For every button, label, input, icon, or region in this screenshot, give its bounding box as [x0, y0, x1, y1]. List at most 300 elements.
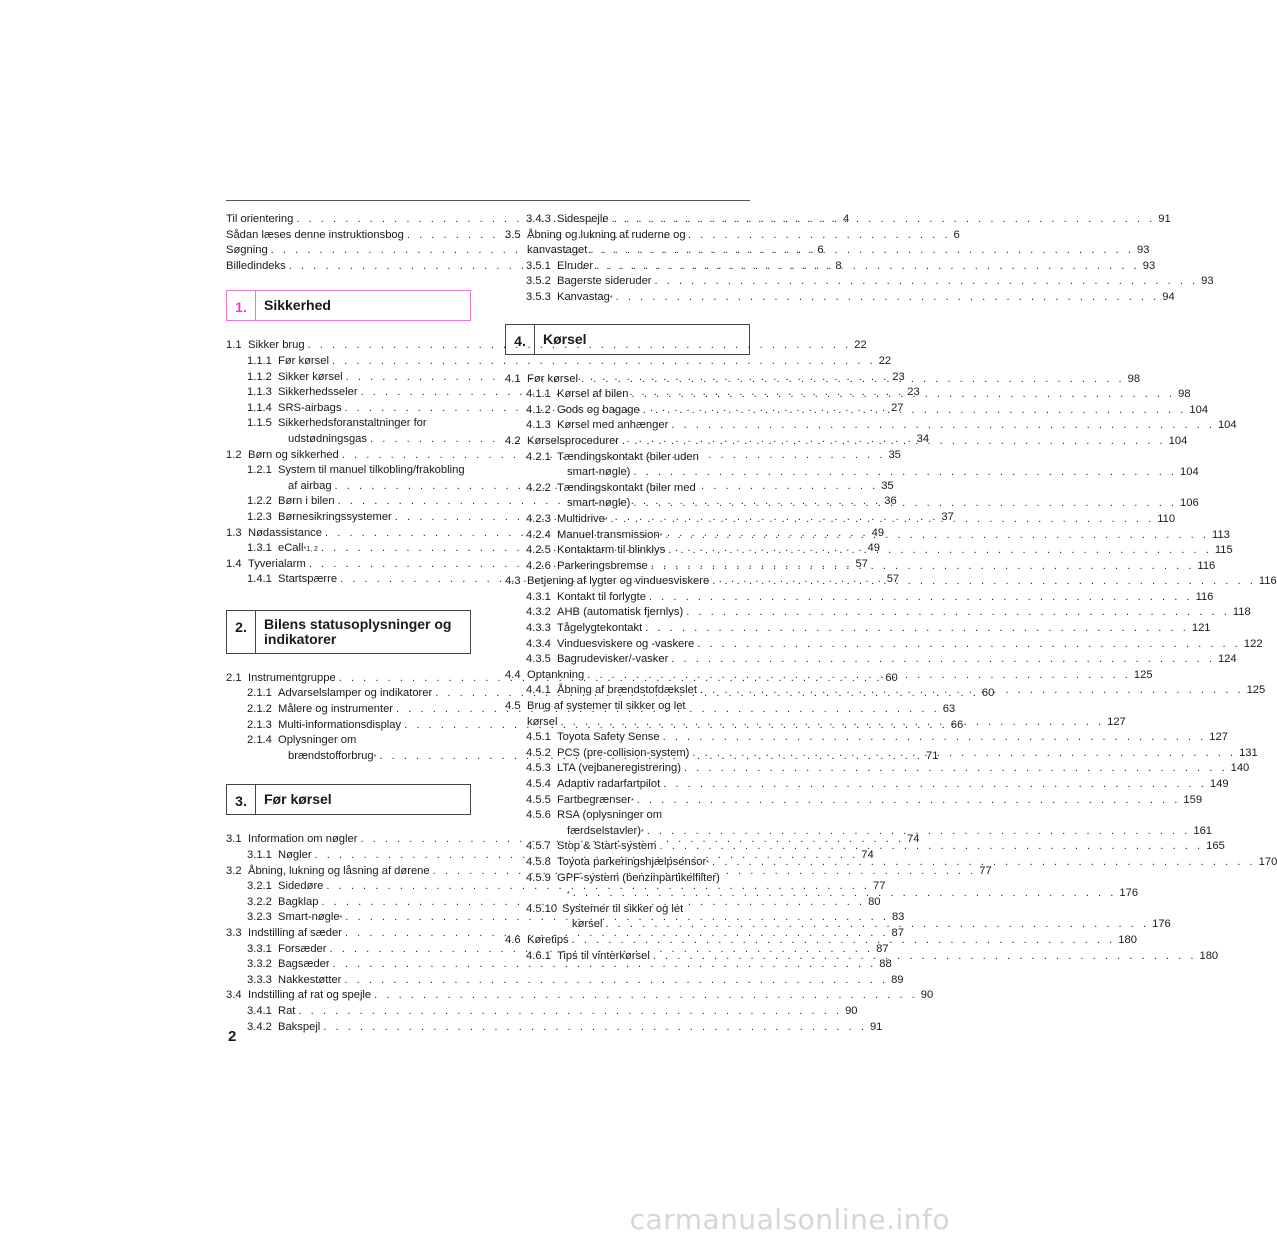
entry-line-2 — [505, 465, 1199, 481]
entry-line: 1.3.1 eCall *1, 2 . . . 49 — [226, 541, 471, 557]
entry-title: Elruder — [557, 259, 594, 272]
entry-page: 104 — [1217, 419, 1237, 432]
entry-page: 170 — [1258, 855, 1277, 868]
leader-dots — [659, 839, 1203, 855]
entry-number: 1.4.1 — [247, 573, 272, 586]
entry-number: 4.3.2 — [526, 606, 551, 619]
entry-title: Kørsel af bilen — [557, 388, 629, 401]
entry-title: Tågelygtekontakt — [557, 622, 643, 635]
entry-title: Toyota parkeringshjælpsensor — [557, 855, 707, 868]
entry-line-1 — [505, 871, 750, 887]
entry-title: Startspærre — [278, 573, 338, 586]
entry-number: 3.5.1 — [526, 259, 551, 272]
entry-title: Åbning, lukning og låsning af dørene — [248, 864, 430, 877]
entry-line — [505, 637, 1263, 653]
entry-title: Billedindeks — [226, 259, 286, 272]
toc-entry[interactable] — [226, 354, 892, 370]
entry-title: LTA (vejbaneregistrering) — [557, 762, 681, 775]
entry-page: 71 — [926, 749, 939, 762]
entry-page: 63 — [942, 703, 956, 716]
entry-number: 3.2.2 — [247, 895, 272, 908]
entry-number: 4.1.3 — [526, 419, 551, 432]
entry-line-1 — [505, 808, 750, 824]
entry-number: 1.1.2 — [247, 370, 272, 383]
entry-line: 4.5.8 Toyota parkeringshjælpsensor * . . . 170 — [505, 855, 750, 871]
entry-number: 4.3.1 — [526, 590, 551, 603]
entry-line-2: brændstofforbrug * . . . 71 — [226, 749, 471, 765]
entry-number: 4.2 — [505, 434, 521, 447]
entry-page: 60 — [885, 671, 898, 684]
entry-page: 87 — [891, 927, 904, 939]
entry-title: Bagklap — [278, 895, 319, 908]
entry-number: 4.5.10 — [526, 902, 558, 915]
entry-title: Tændingskontakt (biler uden — [557, 450, 699, 463]
entry-page: 93 — [1136, 244, 1150, 257]
leader-dots — [663, 777, 1207, 793]
entry-title: Tyverialarm — [248, 557, 306, 570]
entry-number: 3.2.3 — [247, 911, 272, 924]
entry-page: 116 — [1195, 590, 1214, 603]
entry-title: Sikker brug — [248, 339, 305, 352]
entry-number: 1.2.1 — [247, 464, 272, 477]
toc-entry[interactable] — [505, 793, 1203, 809]
entry-line-1 — [226, 733, 471, 749]
leader-dots — [633, 496, 1177, 512]
entry-title: Multidrive — [557, 512, 605, 525]
entry-page: 36 — [884, 495, 897, 508]
entry-number: 3.5 — [505, 228, 521, 241]
entry-title: Information om nøgler — [248, 833, 358, 846]
entry-number: 4.2.4 — [526, 528, 551, 541]
entry-page: 22 — [854, 339, 867, 352]
entry-page: 8 — [835, 259, 842, 272]
entry-title: Stop & Start-system — [557, 840, 657, 853]
entry-title: Indstilling af sæder — [248, 927, 342, 939]
entry-page: 57 — [886, 573, 900, 586]
entry-page: 98 — [1127, 372, 1141, 385]
leader-dots — [653, 949, 1197, 965]
leader-dots — [686, 605, 1230, 621]
entry-page: 6 — [817, 244, 824, 257]
entry-title: Systemer til sikker og let — [562, 902, 684, 915]
section-title-line-2: indikatorer — [264, 630, 337, 647]
entry-number: 4.1.1 — [526, 388, 551, 401]
toc-entry[interactable] — [505, 228, 1150, 259]
entry-number: 2.1.3 — [247, 718, 272, 731]
toc-entry[interactable] — [505, 605, 1251, 621]
entry-number: 4.3.4 — [526, 637, 551, 650]
entry-page: 106 — [1180, 497, 1199, 510]
entry-line — [505, 418, 1237, 434]
entry-title-continued: færdselstavler) — [567, 824, 641, 837]
entry-number: 2.1.2 — [247, 703, 272, 716]
entry-title: Sidespejle — [557, 213, 609, 225]
entry-line — [505, 761, 1250, 777]
entry-number: 4.2.3 — [526, 512, 551, 525]
leader-dots — [645, 621, 1189, 637]
leader-dots — [663, 730, 1207, 746]
entry-number: 4.3.5 — [526, 653, 551, 666]
entry-title: Manuel transmission — [557, 528, 660, 541]
page-number: 2 — [228, 1028, 237, 1045]
entry-title: Til orientering — [226, 213, 294, 225]
entry-title-continued: brændstofforbrug — [288, 749, 374, 762]
toc-entry[interactable] — [505, 621, 1211, 637]
entry-title: Åbning og lukning af ruderne og — [527, 228, 686, 241]
entry-title: Kørsel med anhænger — [557, 419, 669, 432]
entry-title-continued: kanvastaget — [527, 244, 588, 257]
entry-title: Advarselslamper og indikatorer — [278, 687, 433, 700]
entry-page: 116 — [1258, 575, 1277, 588]
entry-page: 87 — [876, 942, 889, 955]
leader-dots — [587, 668, 1131, 684]
entry-number: 3.4 — [226, 989, 242, 1002]
entry-number: 4.5 — [505, 700, 521, 713]
section-number: 4. — [506, 325, 535, 354]
section-title — [256, 611, 459, 653]
entry-number: 3.3.2 — [247, 958, 272, 971]
entry-title: Sikkerhedsforanstaltninger for — [278, 417, 427, 430]
entry-number: 1.4 — [226, 557, 242, 570]
entry-number: 4.6 — [505, 933, 521, 946]
entry-page: 23 — [907, 386, 920, 399]
entry-title: Smart-nøgle — [278, 911, 340, 924]
toc-entry[interactable] — [505, 274, 1214, 290]
entry-number: 3.2.1 — [247, 880, 272, 893]
entry-number: 4.5.7 — [526, 840, 551, 853]
entry-number: 4.5.5 — [526, 793, 551, 806]
leader-dots — [612, 212, 1156, 228]
entry-number: 4.2.2 — [526, 481, 551, 494]
entry-page: 125 — [1246, 684, 1266, 697]
leader-dots — [633, 465, 1177, 481]
entry-page: 180 — [1199, 949, 1219, 962]
entry-line — [505, 652, 1237, 668]
entry-page: 159 — [1183, 793, 1203, 806]
entry-page: 127 — [1107, 715, 1126, 728]
entry-page: 104 — [1180, 466, 1199, 479]
leader-dots — [684, 761, 1228, 777]
entry-line — [226, 1020, 883, 1036]
entry-title: Bagsæder — [278, 958, 330, 971]
entry-number: 3.4.2 — [247, 1020, 272, 1033]
toc-entry[interactable] — [226, 1020, 883, 1036]
leader-dots — [622, 434, 1166, 450]
leader-dots — [298, 1004, 842, 1020]
entry-number: 3.1.1 — [247, 849, 272, 862]
entry-title: Bakspejl — [278, 1020, 321, 1033]
entry-page: 121 — [1191, 622, 1211, 635]
entry-number: 1.3.1 — [247, 542, 272, 555]
entry-number: 4.5.6 — [526, 809, 551, 822]
leader-dots — [581, 372, 1125, 388]
entry-page: 37 — [941, 510, 954, 523]
entry-page: 91 — [1158, 213, 1171, 225]
entry-page: 113 — [1211, 528, 1230, 541]
entry-line: 4.2.4 Manuel transmission * . . . 113 — [505, 528, 750, 544]
section-number: 2. — [227, 611, 256, 653]
entry-page: 74 — [861, 849, 874, 862]
entry-title: Tændingskontakt (biler med — [557, 481, 696, 494]
leader-dots — [596, 259, 1140, 275]
entry-number: 4.2.1 — [526, 450, 551, 463]
entry-page: 80 — [868, 895, 881, 908]
entry-number: 4.3 — [505, 575, 521, 588]
entry-number: 4.6.1 — [526, 949, 551, 962]
entry-line — [226, 354, 892, 370]
section-title: Før kørsel — [264, 791, 332, 808]
entry-number: 2.1.4 — [247, 734, 272, 747]
entry-title-continued: udstødningsgas — [288, 432, 367, 445]
entry-line-2: færdselstavler) * . . . 161 — [505, 824, 750, 840]
entry-page: 104 — [1168, 434, 1188, 447]
leader-dots — [712, 574, 1256, 590]
entry-line: 4.5.5 Fartbegrænser * . . . 159 — [505, 793, 750, 809]
leader-dots — [671, 418, 1215, 434]
entry-number: 1.1.3 — [247, 386, 272, 399]
entry-title-continued: smart-nøgle) — [567, 497, 631, 510]
entry-page: 116 — [1197, 559, 1216, 572]
leader-dots — [655, 274, 1199, 290]
entry-number: 1.2.2 — [247, 495, 272, 508]
entry-number: 1.2.3 — [247, 510, 272, 523]
entry-title: Betjening af lygter og vinduesviskere — [527, 575, 710, 588]
toc-entry[interactable] — [505, 761, 1250, 777]
entry-title: Optankning — [527, 668, 585, 681]
entry-title: Sikkerhedsseler — [278, 386, 358, 399]
entry-number: 2.1.1 — [247, 687, 272, 700]
entry-page: 93 — [1142, 259, 1156, 272]
leader-dots — [344, 973, 888, 989]
entry-line-1 — [505, 450, 750, 466]
entry-line — [226, 973, 904, 989]
entry-title: Adaptiv radarfartpilot — [557, 778, 661, 790]
leader-dots — [632, 387, 1176, 403]
entry-page: 83 — [891, 911, 905, 924]
leader-dots — [560, 715, 1104, 731]
entry-title: Oplysninger om — [278, 734, 357, 747]
entry-number: 3.5.3 — [526, 290, 551, 303]
entry-line-1 — [505, 699, 750, 715]
entry-number: 3.3.1 — [247, 942, 272, 955]
entry-number: 4.5.3 — [526, 762, 551, 775]
entry-page: 34 — [916, 432, 930, 445]
entry-title: Gods og bagage — [557, 403, 640, 416]
entry-number: 4.2.6 — [526, 559, 551, 572]
entry-page: 22 — [878, 354, 892, 367]
entry-title: Fartbegrænser — [557, 793, 631, 806]
entry-title-continued: kørsel — [527, 715, 558, 728]
entry-title-continued: af airbag — [288, 479, 332, 492]
leader-dots — [665, 528, 1209, 544]
entry-number: 3.4.3 — [526, 213, 551, 225]
entry-page: 98 — [1178, 388, 1191, 401]
toc-entry[interactable] — [505, 259, 1156, 275]
section-title: Kørsel — [543, 330, 587, 347]
leader-dots — [697, 637, 1241, 653]
entry-title: Børnesikringssystemer — [278, 510, 392, 523]
leader-dots — [671, 652, 1215, 668]
entry-title: Målere og instrumenter — [278, 703, 394, 716]
entry-line — [226, 1004, 858, 1020]
entry-page: 49 — [867, 542, 880, 555]
entry-page: 149 — [1209, 778, 1229, 790]
entry-title: Kørselsprocedurer — [527, 434, 620, 447]
leader-dots — [643, 403, 1187, 419]
entry-title: Nakkestøtter — [278, 973, 342, 986]
entry-page: 90 — [845, 1004, 858, 1017]
entry-number: 4.5.9 — [526, 871, 551, 884]
entry-page: 91 — [869, 1020, 883, 1033]
entry-page: 115 — [1214, 544, 1233, 557]
entry-page: 60 — [981, 687, 995, 700]
toc-entry[interactable] — [505, 777, 1229, 793]
entry-title: AHB (automatisk fjernlys) — [557, 606, 684, 619]
entry-title: Kontaktarm til blinklys — [557, 544, 666, 557]
section-number: 3. — [227, 785, 256, 814]
leader-dots — [573, 886, 1117, 902]
entry-number: 3.3.3 — [247, 973, 272, 986]
leader-dots — [590, 243, 1134, 259]
entry-title: Søgning — [226, 244, 268, 257]
entry-number: 1.1.1 — [247, 354, 272, 367]
entry-number: 1.1.5 — [247, 417, 272, 430]
section-header-3[interactable] — [226, 784, 471, 815]
entry-page: 6 — [953, 228, 960, 241]
entry-page: 110 — [1157, 512, 1176, 525]
entry-title: Tips til vinterkørsel — [557, 949, 650, 962]
toc-entry[interactable] — [505, 637, 1263, 653]
entry-title: Parkeringsbremse — [557, 559, 648, 572]
entry-page: 125 — [1133, 668, 1153, 681]
entry-page: 140 — [1230, 762, 1250, 775]
leader-dots — [647, 824, 1191, 840]
toc-entry[interactable] — [226, 973, 904, 989]
entry-page: 118 — [1232, 606, 1251, 619]
leader-dots — [605, 917, 1149, 933]
entry-line-1 — [505, 902, 750, 918]
entry-number: 4.1.2 — [526, 403, 551, 416]
entry-page: 57 — [855, 557, 868, 570]
entry-number: 4.2.5 — [526, 544, 551, 557]
entry-title: Sidedøre — [278, 880, 324, 893]
entry-page: 127 — [1209, 731, 1228, 744]
leader-dots — [668, 543, 1212, 559]
entry-page: 27 — [891, 401, 904, 414]
entry-number: 4.4.1 — [526, 684, 551, 697]
entry-page: 77 — [979, 864, 992, 877]
entry-number: 4.5.4 — [526, 778, 551, 790]
entry-number: 1.1 — [226, 339, 242, 352]
entry-title: RSA (oplysninger om — [557, 809, 663, 822]
leader-dots — [700, 683, 1244, 699]
entry-page: 66 — [950, 718, 964, 731]
leader-dots — [651, 559, 1195, 575]
entry-number: 2.1 — [226, 671, 242, 684]
entry-line-1 — [505, 228, 750, 244]
entry-number: 3.5.2 — [526, 275, 551, 288]
section-3-entries-continued — [505, 212, 1214, 306]
entry-title: Forsæder — [278, 942, 327, 955]
section-header-4[interactable] — [505, 324, 750, 355]
toc-entry[interactable] — [226, 957, 892, 973]
leader-dots — [323, 1020, 867, 1036]
toc-entry[interactable] — [505, 290, 1175, 306]
entry-page: 88 — [879, 958, 892, 971]
entry-line-2 — [505, 243, 1150, 259]
leader-dots — [374, 988, 918, 1004]
entry-title: Kontakt til forlygte — [557, 590, 646, 603]
toc-entry[interactable] — [505, 652, 1237, 668]
entry-number: 3.4.1 — [247, 1004, 272, 1017]
leader-dots — [712, 855, 1256, 871]
entry-title: PCS (pre-collision-system) — [557, 746, 690, 759]
toc-entry[interactable] — [505, 730, 1228, 746]
entry-number: 3.3 — [226, 927, 242, 939]
leader-dots — [611, 512, 1155, 528]
entry-number: 3.2 — [226, 864, 242, 877]
toc-entry[interactable] — [505, 808, 1213, 839]
entry-line: 3.5.3 Kanvastag * . . . 94 — [505, 290, 750, 306]
entry-title: Rat — [278, 1004, 296, 1017]
entry-page: 90 — [920, 989, 934, 1002]
toc-entry[interactable] — [505, 418, 1237, 434]
entry-number: 1.3 — [226, 526, 242, 539]
entry-title: Køretips — [527, 933, 569, 946]
entry-title: Indstilling af rat og spejle — [248, 989, 372, 1002]
entry-title: Sådan læses denne instruktionsbog — [226, 228, 404, 241]
entry-number: 4.5.1 — [526, 731, 551, 744]
section-header-2[interactable] — [226, 610, 471, 654]
toc-entry[interactable] — [226, 879, 886, 895]
entry-line — [505, 274, 1214, 290]
entry-line — [505, 605, 1251, 621]
entry-title: Bagrudevisker/-vasker — [557, 653, 669, 666]
entry-line — [505, 777, 1229, 793]
entry-page: 176 — [1119, 887, 1139, 900]
entry-title-continued: smart-nøgle) — [567, 466, 631, 479]
entry-line-2: * . . . 176 — [505, 886, 750, 902]
entry-line — [505, 730, 1228, 746]
entry-title: Bagerste sideruder — [557, 275, 652, 288]
entry-number: 4.5.2 — [526, 746, 551, 759]
entry-title-continued: kørsel — [572, 918, 603, 931]
entry-title: Før kørsel — [278, 354, 329, 367]
toc-entry[interactable] — [505, 212, 1171, 228]
entry-page: 35 — [881, 479, 894, 492]
top-rule — [226, 200, 750, 201]
toc-entry[interactable] — [226, 988, 934, 1004]
entry-page: 124 — [1217, 653, 1237, 666]
entry-title: Instrumentgruppe — [248, 671, 336, 684]
entry-line — [505, 259, 1156, 275]
entry-number: 4.3.3 — [526, 622, 551, 635]
entry-line — [505, 621, 1211, 637]
toc-entry[interactable] — [505, 590, 1214, 606]
entry-line: 4.2.3 Multidrive * . . . 110 — [505, 512, 750, 528]
entry-page: 74 — [907, 833, 920, 846]
entry-title: Brug af systemer til sikker og let — [527, 700, 686, 713]
entry-title: Toyota Safety Sense — [557, 731, 660, 744]
entry-line — [226, 879, 886, 895]
toc-entry[interactable] — [226, 1004, 858, 1020]
leader-dots — [572, 933, 1116, 949]
section-header-1[interactable] — [226, 290, 471, 321]
entry-line — [226, 988, 934, 1004]
section-title-line-1: Bilens statusoplysninger og — [264, 615, 452, 632]
entry-page: 23 — [892, 370, 905, 383]
entry-page: 161 — [1193, 824, 1213, 837]
